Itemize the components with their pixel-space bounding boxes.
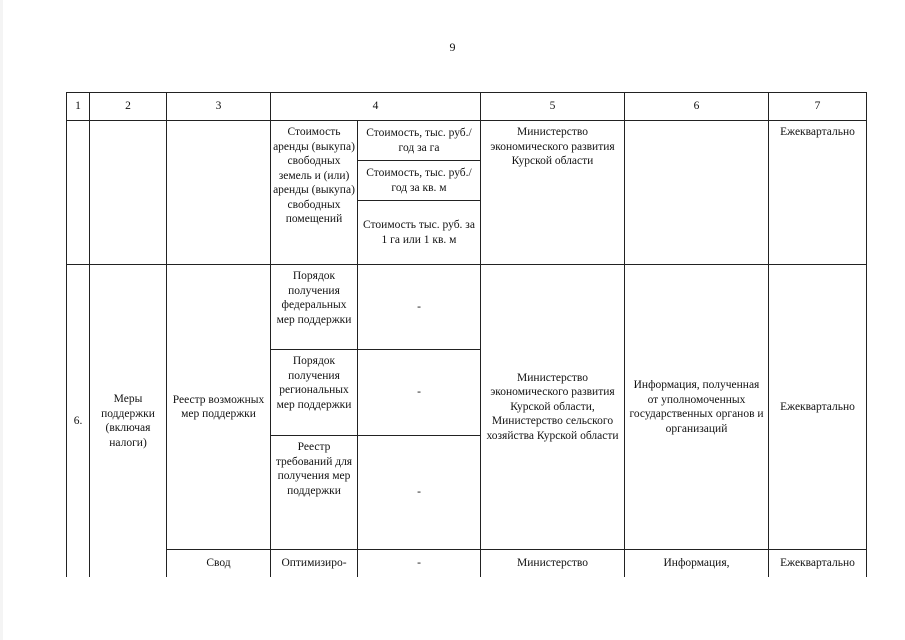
row-6-responsible: Министерство экономического развития Курской области, Министерство сельского хозяйства Курской области (480, 264, 624, 549)
row-b-responsible: Министерство (480, 549, 624, 577)
row-b-frequency: Ежеквартально (768, 549, 867, 577)
row-a-source (624, 120, 768, 264)
row-a-frequency: Ежеквартально (768, 120, 867, 264)
row-b-source-name: Свод (166, 549, 270, 577)
row-b-source: Информация, (624, 549, 768, 577)
row-a-unit-1: Стоимость, тыс. руб./год за га (357, 120, 480, 160)
header-col-5: 5 (480, 92, 624, 120)
row-a-indicator: Стоимость аренды (выкупа) свободных земель и (или) аренды (выкупа) свободных помещений (270, 120, 357, 264)
row-a-source-name (166, 120, 270, 264)
row-6-category: Меры поддержки (включая налоги) (89, 264, 166, 577)
page-number: 9 (449, 40, 456, 54)
row-6-frequency: Ежеквартально (768, 264, 867, 549)
row-a-unit-3: Стоимость тыс. руб. за 1 га или 1 кв. м (357, 200, 480, 264)
row-6-indicator-2: Порядок получения региональных мер поддержки (270, 349, 357, 435)
row-6-unit-3: - (357, 435, 480, 549)
row-a-category (89, 120, 166, 264)
row-b-unit: - (357, 549, 480, 577)
row-6-unit-2: - (357, 349, 480, 435)
header-col-3: 3 (166, 92, 270, 120)
row-6-indicator-1: Порядок получения федеральных мер поддержки (270, 264, 357, 349)
header-col-1: 1 (66, 92, 89, 120)
row-b-indicator: Оптимизиро- (270, 549, 357, 577)
row-6-indicator-3: Реестр требований для получения мер поддержки (270, 435, 357, 549)
row-a-responsible: Министерство экономического развития Курской области (480, 120, 624, 264)
row-6-source-name: Реестр возможных мер поддержки (166, 264, 270, 549)
row-a-unit-2: Стоимость, тыс. руб./год за кв. м (357, 160, 480, 200)
header-col-4: 4 (270, 92, 480, 120)
header-col-2: 2 (89, 92, 166, 120)
row-6-unit-1: - (357, 264, 480, 349)
row-6-num: 6. (66, 264, 89, 577)
header-col-7: 7 (768, 92, 867, 120)
row-6-source: Информация, полученная от уполномоченных государственных органов и организаций (624, 264, 768, 549)
scan-edge (0, 0, 3, 640)
row-a-num (66, 120, 89, 264)
header-col-6: 6 (624, 92, 768, 120)
